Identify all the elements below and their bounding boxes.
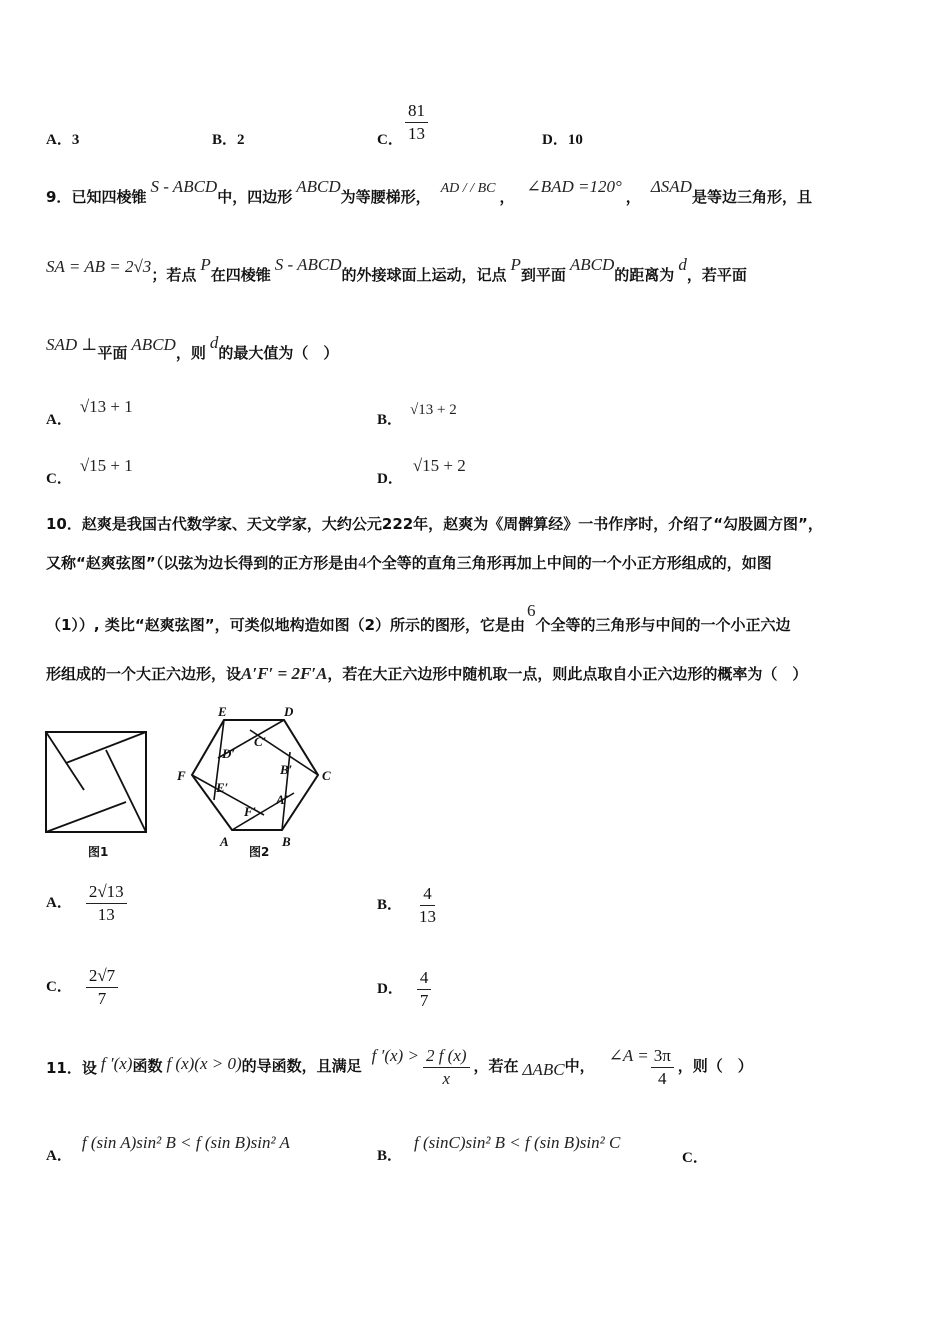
- q9-text: ，若平面: [686, 266, 747, 284]
- q9-math-plane: ABCD: [131, 335, 176, 354]
- q9-math-sa-ab: SA = AB = 2√3: [46, 257, 152, 276]
- q9-text: 的最大值为（ ）: [218, 344, 339, 362]
- q10-d-denominator: 7: [419, 991, 429, 1010]
- q9-math-perp: SAD ⊥: [46, 335, 98, 354]
- q9-option-c: [46, 455, 133, 487]
- q10-c-denominator: 7: [97, 989, 107, 1008]
- q8-c-numerator: 81: [405, 101, 428, 123]
- q9-line2: [46, 255, 747, 285]
- option-label: C．: [46, 979, 72, 996]
- q11-ineq-numerator: 2 f (x): [423, 1046, 470, 1068]
- q9-text: 已知四棱锥: [71, 188, 147, 206]
- q10-d-numerator: 4: [417, 968, 432, 990]
- q11-math-triangle: ΔABC: [522, 1060, 565, 1080]
- q9-text: ，: [625, 188, 641, 206]
- q11-text: 的导函数，且满足: [241, 1057, 362, 1076]
- q8-c-denominator: 13: [408, 124, 425, 143]
- q9-math-distance: d: [209, 333, 219, 352]
- q9-text: 到平面: [520, 266, 566, 284]
- q9-text: 的外接球面上运动，记点: [341, 266, 507, 284]
- q10-option-b: [377, 884, 439, 927]
- figure-2-hexagon-diagram: [174, 700, 340, 850]
- q10-math-ratio: A′F′ = 2F′A: [241, 664, 328, 683]
- q10-option-c: [46, 966, 118, 1009]
- q9-math-triangle: ΔSAD: [650, 177, 692, 196]
- q11-text: 函数: [132, 1057, 163, 1076]
- q11-text: ，则（ ）: [677, 1057, 753, 1076]
- option-label: A．: [46, 895, 72, 912]
- q10-text: 形组成的一个大正六边形，设: [46, 665, 242, 683]
- q11-line1: [46, 1046, 753, 1089]
- hex-label-b: B: [282, 834, 291, 849]
- q11-ineq-denominator: x: [442, 1069, 450, 1088]
- q11-angle-numerator: 3π: [651, 1046, 674, 1068]
- q10-option-d: [377, 968, 431, 1011]
- hex-label-c-prime: C′: [254, 734, 267, 749]
- hex-label-a-prime: A′: [276, 792, 289, 807]
- option-label: A．: [46, 1148, 72, 1164]
- q8-option-d: D．10: [542, 132, 583, 148]
- q8-option-b: B．2: [212, 132, 245, 148]
- q11-text: ，若在: [473, 1057, 519, 1076]
- q10-line4: [46, 663, 807, 684]
- q8-option-c-fraction: [405, 101, 428, 144]
- q9-text: 在四棱锥: [210, 266, 271, 284]
- hex-label-b-prime: B′: [280, 762, 293, 777]
- q9-option-b-value: √13 + 2: [410, 402, 457, 418]
- q9-option-a: [46, 396, 133, 428]
- option-label: A．: [46, 412, 72, 428]
- q10-text: 个全等的直角三角形再加上中间的一个小正方形组成的，如图: [366, 554, 772, 572]
- q9-math-quad: ABCD: [296, 177, 341, 196]
- q10-a-denominator: 13: [97, 905, 115, 924]
- q10-line3: [46, 601, 791, 635]
- q10-a-numerator: 2√13: [86, 882, 127, 904]
- q9-text: ；若点: [151, 266, 197, 284]
- hex-label-c: C: [322, 768, 331, 783]
- q9-math-point: P: [200, 255, 211, 274]
- q10-line2: [46, 552, 772, 573]
- q9-text: ，则: [175, 344, 206, 362]
- q9-option-a-value: √13 + 1: [79, 397, 133, 416]
- q8-option-a: A．3: [46, 132, 80, 148]
- q11-number: 11．设: [46, 1059, 97, 1078]
- q10-text: 个全等的三角形与中间的一个小正六边: [535, 616, 791, 634]
- q11-option-b: [377, 1132, 621, 1164]
- q9-option-d-value: √15 + 2: [412, 456, 466, 475]
- q10-text: 又称“赵爽弦图”（以弦为边长得到的正方形是由: [46, 554, 359, 572]
- q9-math-angle: ∠BAD =120°: [526, 177, 622, 196]
- hex-label-a: A: [220, 834, 229, 849]
- q9-math-distance: d: [678, 255, 687, 274]
- q10-math-four: 4: [358, 553, 367, 572]
- option-label: B．: [377, 1148, 403, 1164]
- q10-math-six: 6: [527, 601, 536, 620]
- q9-text: 是等边三角形，且: [691, 188, 812, 206]
- q11-math-function: f (x)(x > 0): [166, 1054, 242, 1074]
- q11-text: 中，: [564, 1057, 595, 1076]
- q9-text: ，: [499, 188, 515, 206]
- hex-label-d-prime: D′: [222, 746, 236, 761]
- hex-label-f: F: [177, 768, 186, 783]
- q10-b-denominator: 13: [419, 907, 437, 926]
- figure-2-caption: 图2: [249, 845, 270, 859]
- q9-text: 为等腰梯形，: [340, 188, 431, 206]
- q9-option-d: [377, 455, 466, 487]
- q8-option-c-label: C．: [377, 132, 403, 148]
- hex-label-d: D: [284, 704, 294, 719]
- q11-math-derivative: f ′(x): [100, 1054, 133, 1074]
- q11-math-inequality: f ′(x) >: [371, 1046, 419, 1066]
- option-label: B．: [377, 897, 403, 914]
- q9-math-pyramid: S - ABCD: [274, 255, 342, 274]
- hex-label-e-prime: E′: [216, 780, 229, 795]
- q9-option-c-value: √15 + 1: [79, 456, 133, 475]
- q10-line1: 10．赵爽是我国古代数学家、天文学家，大约公元222年，赵爽为《周髀算经》一书作序时，介绍了“勾股圆方图”，: [46, 515, 823, 533]
- q9-text: 中，四边形: [217, 188, 293, 206]
- q11-angle-denominator: 4: [658, 1069, 667, 1088]
- hex-label-f-prime: F′: [244, 804, 257, 819]
- q10-text: ，若在大正六边形中随机取一点，则此点取自小正六边形的概率为（ ）: [327, 665, 808, 683]
- q10-b-numerator: 4: [420, 884, 435, 906]
- q11-option-a-value: f (sin A)sin² B < f (sin B)sin² A: [81, 1133, 290, 1152]
- option-label: B．: [377, 412, 403, 428]
- q10-text: （1））, 类比“赵爽弦图”，可类似地构造如图（2）所示的图形，它是由: [46, 616, 526, 634]
- q9-line3: [46, 333, 339, 363]
- q9-number: 9．: [46, 188, 72, 206]
- q9-math-plane: ABCD: [569, 255, 615, 274]
- option-label: D．: [377, 471, 403, 487]
- q9-text: 的距离为: [614, 266, 675, 284]
- q9-option-b: [377, 398, 457, 428]
- q10-c-numerator: 2√7: [86, 966, 118, 988]
- option-label: C．: [46, 471, 72, 487]
- q11-option-b-value: f (sinC)sin² B < f (sin B)sin² C: [414, 1133, 621, 1152]
- q10-option-a: [46, 882, 127, 925]
- q11-option-c: C．: [682, 1150, 708, 1166]
- figure-1-square-diagram: [44, 730, 150, 836]
- q9-math-point: P: [510, 255, 521, 274]
- q9-text: 平面: [97, 344, 128, 362]
- q9-line1: [46, 177, 812, 207]
- q9-math-parallel: AD / / BC: [440, 181, 496, 196]
- q9-math-pyramid: S - ABCD: [150, 177, 218, 196]
- q11-option-a: [46, 1132, 290, 1164]
- option-label: D．: [377, 981, 403, 998]
- figure-1-caption: 图1: [88, 845, 109, 859]
- hex-label-e: E: [218, 704, 227, 719]
- q11-math-angle: ∠A =: [608, 1046, 649, 1066]
